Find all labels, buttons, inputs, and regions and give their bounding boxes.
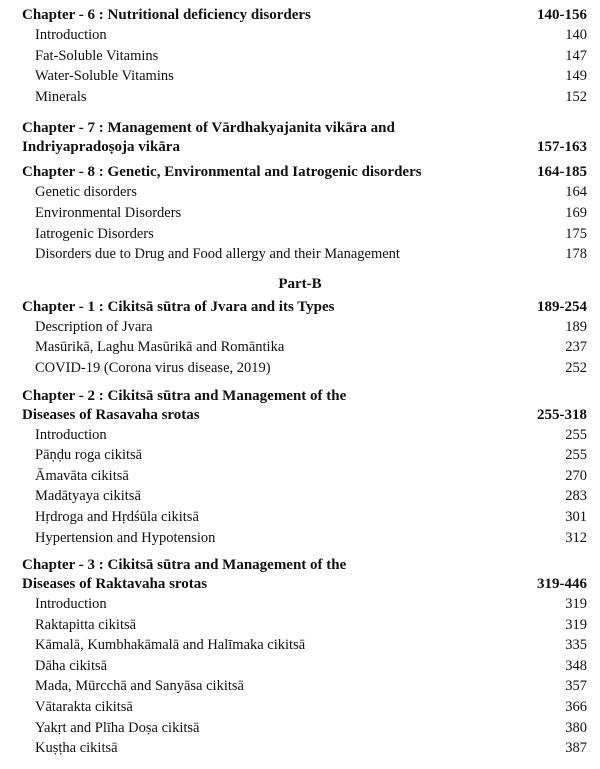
section-page: 189: [565, 318, 587, 335]
section-entry: [22, 594, 587, 615]
section-title: Madātyaya cikitsā: [35, 488, 141, 505]
section-list: [22, 594, 587, 759]
section-title: Introduction: [35, 426, 107, 443]
chapter-block: [22, 298, 587, 379]
section-entry: [22, 528, 587, 549]
section-page: 270: [565, 467, 587, 484]
section-entry: [22, 738, 587, 759]
section-title: COVID-19 (Corona virus disease, 2019): [35, 359, 271, 376]
section-title: Vātarakta cikitsā: [35, 699, 133, 716]
section-title: Mada, Mūrcchā and Sanyāsa cikitsā: [35, 678, 244, 695]
section-title: Introduction: [35, 596, 107, 613]
section-page: 387: [565, 740, 587, 757]
chapter-heading: [22, 119, 587, 157]
chapter-block: [22, 119, 587, 157]
section-entry: [22, 87, 587, 108]
chapter-title: Chapter - 8 : Genetic, Environmental and Iatrogenic disorders: [22, 164, 422, 181]
section-page: 319: [565, 596, 587, 613]
section-entry: [22, 337, 587, 358]
section-title: Fat-Soluble Vitamins: [35, 47, 159, 64]
chapter-block: [22, 556, 587, 759]
section-entry: [22, 425, 587, 446]
section-list: [22, 425, 587, 549]
section-page: 312: [565, 529, 587, 546]
section-title: Disorders due to Drug and Food allergy and their Management: [35, 246, 400, 263]
section-title: Masūrikā, Laghu Masūrikā and Romāntika: [35, 339, 285, 356]
chapter-page-range: 140-156: [537, 7, 587, 23]
section-entry: [22, 66, 587, 87]
chapter-page-range: 164-185: [537, 164, 587, 181]
chapter-block: [22, 163, 587, 264]
section-title: Pāṇḍu roga cikitsā: [35, 447, 143, 464]
section-page: 283: [565, 488, 587, 505]
section-entry: [22, 317, 587, 338]
section-page: 255: [565, 447, 587, 464]
section-entry: [22, 46, 587, 67]
section-page: 255: [565, 426, 587, 443]
section-title: Introduction: [35, 27, 107, 43]
section-page: 237: [565, 339, 587, 356]
section-entry: [22, 718, 587, 739]
chapter-heading: [22, 387, 587, 425]
section-entry: [22, 358, 587, 379]
section-entry: [22, 182, 587, 203]
chapter-title: Chapter - 3 : Cikitsā sūtra and Management of the Diseases of Raktavaha srotas: [22, 557, 347, 593]
section-entry: [22, 507, 587, 528]
section-page: 164: [565, 184, 587, 201]
section-list: [22, 182, 587, 264]
section-title: Description of Jvara: [35, 318, 153, 335]
section-title: Minerals: [35, 88, 87, 105]
chapter-title: Chapter - 2 : Cikitsā sūtra and Management of the Diseases of Rasavaha srotas: [22, 387, 347, 423]
section-title: Genetic disorders: [35, 184, 137, 201]
section-title: Āmavāta cikitsā: [35, 467, 129, 484]
section-entry: [22, 445, 587, 466]
section-entry: [22, 244, 587, 265]
chapter-block: [22, 6, 587, 107]
chapter-heading: [22, 298, 587, 317]
section-entry: [22, 676, 587, 697]
section-page: 140: [565, 27, 587, 43]
section-page: 175: [565, 225, 587, 242]
section-entry: [22, 615, 587, 636]
chapter-page-range: 189-254: [537, 298, 587, 315]
section-page: 380: [565, 719, 587, 736]
section-title: Raktapitta cikitsā: [35, 616, 137, 633]
section-page: 152: [565, 88, 587, 105]
chapter-page-range: 157-163: [537, 139, 587, 156]
section-title: Yakṛt and Plīha Doṣa cikitsā: [35, 719, 200, 736]
chapter-block: [22, 387, 587, 549]
section-page: 319: [565, 616, 587, 633]
section-title: Hṛdroga and Hṛdśūla cikitsā: [35, 508, 199, 525]
part-heading: Part-B: [278, 275, 322, 292]
section-page: 149: [565, 68, 587, 85]
section-title: Water-Soluble Vitamins: [35, 68, 174, 85]
section-entry: [22, 635, 587, 656]
section-entry: [22, 25, 587, 46]
chapter-title: Chapter - 6 : Nutritional deficiency disorders: [22, 7, 311, 23]
section-title: Iatrogenic Disorders: [35, 225, 154, 242]
section-entry: [22, 486, 587, 507]
section-page: 169: [565, 204, 587, 221]
chapter-title: Chapter - 7 : Management of Vārdhakyajanita vikāra and Indriyapradoṣoja vikāra: [22, 120, 395, 156]
section-title: Environmental Disorders: [35, 204, 182, 221]
section-entry: [22, 224, 587, 245]
chapter-heading: [22, 163, 587, 182]
section-list: [22, 317, 587, 379]
section-page: 357: [565, 678, 587, 695]
section-list: [22, 25, 587, 107]
section-title: Kāmalā, Kumbhakāmalā and Halīmaka cikitsā: [35, 637, 306, 654]
section-page: 147: [565, 47, 587, 64]
section-page: 301: [565, 508, 587, 525]
chapter-heading: [22, 556, 587, 594]
section-entry: [22, 203, 587, 224]
chapter-page-range: 319-446: [537, 576, 587, 593]
section-title: Dāha cikitsā: [35, 657, 108, 674]
table-of-contents: [0, 2, 600, 759]
section-page: 366: [565, 699, 587, 716]
section-title: Hypertension and Hypotension: [35, 529, 216, 546]
section-page: 252: [565, 359, 587, 376]
section-entry: [22, 466, 587, 487]
chapter-page-range: 255-318: [537, 406, 587, 423]
section-page: 348: [565, 657, 587, 674]
chapter-heading: [22, 6, 587, 25]
section-page: 178: [565, 246, 587, 263]
section-entry: [22, 697, 587, 718]
section-title: Kuṣṭha cikitsā: [35, 740, 118, 757]
section-page: 335: [565, 637, 587, 654]
section-entry: [22, 656, 587, 677]
chapter-title: Chapter - 1 : Cikitsā sūtra of Jvara and its Types: [22, 298, 335, 315]
